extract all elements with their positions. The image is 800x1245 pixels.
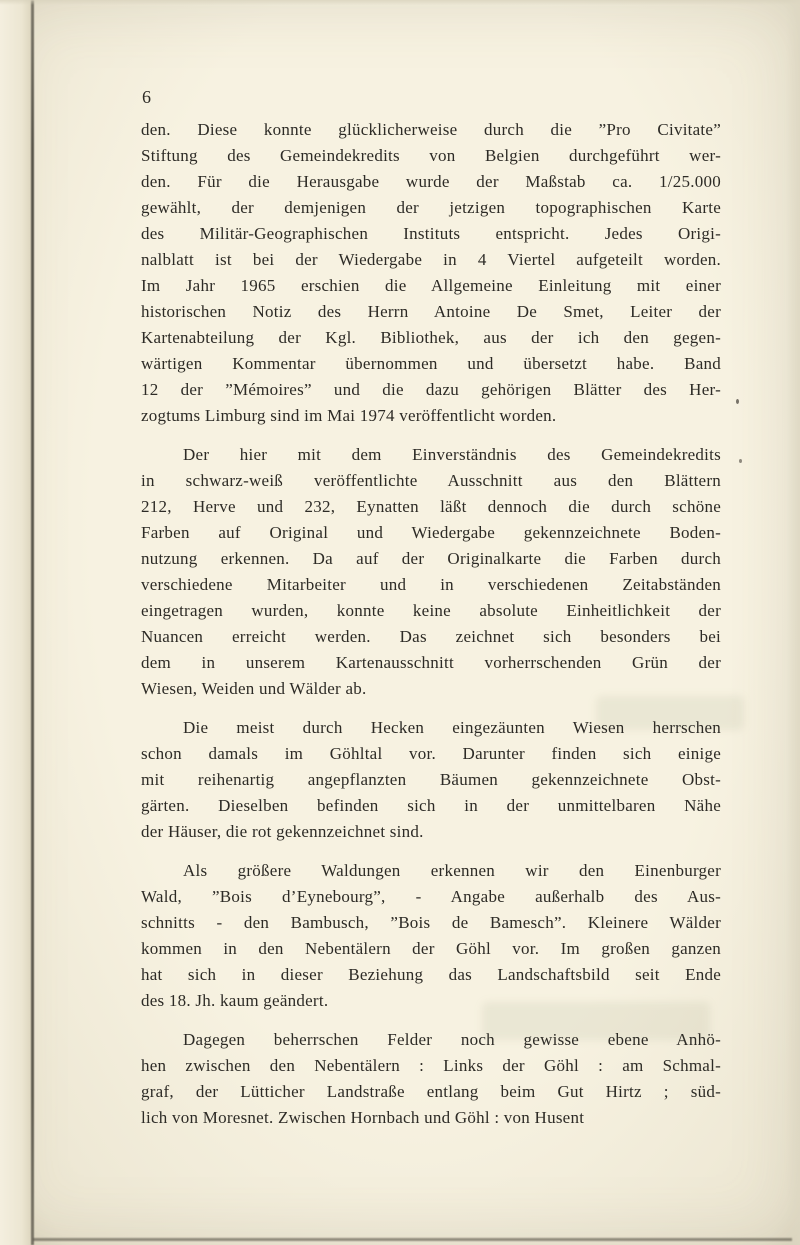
text-line: hen zwischen den Nebentälern : Links der Göhl : am Schmal- xyxy=(141,1056,721,1075)
text-line: Nuancen erreicht werden. Das zeichnet sich besonders bei xyxy=(141,627,721,646)
text-line: den. Für die Herausgabe wurde der Maßstab ca. 1/25.000 xyxy=(141,172,721,191)
text-line: nalblatt ist bei der Wiedergabe in 4 Viertel aufgeteilt worden. xyxy=(141,250,721,269)
text-line: des Militär-Geographischen Instituts entspricht. Jedes Origi- xyxy=(141,224,721,243)
text-line: Kartenabteilung der Kgl. Bibliothek, aus der ich den gegen- xyxy=(141,328,721,347)
text-line: schon damals im Göhltal vor. Darunter finden sich einige xyxy=(141,744,721,763)
paragraph xyxy=(141,442,721,702)
text-block xyxy=(141,117,721,1144)
paragraph xyxy=(141,117,721,429)
page-number: 6 xyxy=(142,87,152,107)
text-line: den. Diese konnte glücklicherweise durch die ”Pro Civitate” xyxy=(141,120,721,139)
text-line: in schwarz-weiß veröffentlichte Ausschnitt aus den Blättern xyxy=(141,471,721,490)
text-line: graf, der Lütticher Landstraße entlang beim Gut Hirtz ; süd- xyxy=(141,1082,721,1101)
text-line: der Häuser, die rot gekennzeichnet sind. xyxy=(141,822,424,841)
text-line: Als größere Waldungen erkennen wir den Einenburger xyxy=(183,861,721,880)
ink-speck xyxy=(739,459,742,463)
text-line: 12 der ”Mémoires” und die dazu gehörigen Blätter des Her- xyxy=(141,380,721,399)
paragraph xyxy=(141,858,721,1014)
text-line: Wiesen, Weiden und Wälder ab. xyxy=(141,679,367,698)
text-line: schnitts - den Bambusch, ”Bois de Bamesch”. Kleinere Wälder xyxy=(141,913,721,932)
text-line: Dagegen beherrschen Felder noch gewisse ebene Anhö- xyxy=(183,1030,721,1049)
text-line: dem in unserem Kartenausschnitt vorherrschenden Grün der xyxy=(141,653,721,672)
text-line: des 18. Jh. kaum geändert. xyxy=(141,991,329,1010)
page-edge-top-shadow xyxy=(0,0,800,5)
paragraph xyxy=(141,715,721,845)
text-line: Stiftung des Gemeindekredits von Belgien durchgeführt wer- xyxy=(141,146,721,165)
text-line: historischen Notiz des Herrn Antoine De Smet, Leiter der xyxy=(141,302,721,321)
page-edge-strip xyxy=(0,0,31,1245)
page-edge-bottom-line xyxy=(33,1238,792,1241)
text-line: zogtums Limburg sind im Mai 1974 veröffentlicht worden. xyxy=(141,406,557,425)
text-line: hat sich in dieser Beziehung das Landschaftsbild seit Ende xyxy=(141,965,721,984)
text-line: Die meist durch Hecken eingezäunten Wiesen herrschen xyxy=(183,718,721,737)
text-line: gewählt, der demjenigen der jetzigen topographischen Karte xyxy=(141,198,721,217)
text-line: gärten. Dieselben befinden sich in der unmittelbaren Nähe xyxy=(141,796,721,815)
text-line: wärtigen Kommentar übernommen und übersetzt habe. Band xyxy=(141,354,721,373)
page-edge-right-shadow xyxy=(786,0,800,1245)
text-line: verschiedene Mitarbeiter und in verschiedenen Zeitabständen xyxy=(141,575,721,594)
binding-edge-line xyxy=(31,0,34,1245)
text-line: Wald, ”Bois d’Eynebourg”, - Angabe außerhalb des Aus- xyxy=(141,887,721,906)
text-line: eingetragen wurden, konnte keine absolute Einheitlichkeit der xyxy=(141,601,721,620)
paragraph xyxy=(141,1027,721,1131)
text-line: Im Jahr 1965 erschien die Allgemeine Einleitung mit einer xyxy=(141,276,721,295)
text-line: Farben auf Original und Wiedergabe gekennzeichnete Boden- xyxy=(141,523,721,542)
ink-speck xyxy=(736,399,739,404)
text-line: Der hier mit dem Einverständnis des Gemeindekredits xyxy=(183,445,721,464)
text-line: 212, Herve und 232, Eynatten läßt dennoch die durch schöne xyxy=(141,497,721,516)
text-line: lich von Moresnet. Zwischen Hornbach und Göhl : von Husent xyxy=(141,1108,585,1127)
text-line: kommen in den Nebentälern der Göhl vor. Im großen ganzen xyxy=(141,939,721,958)
text-line: nutzung erkennen. Da auf der Originalkarte die Farben durch xyxy=(141,549,721,568)
text-line: mit reihenartig angepflanzten Bäumen gekennzeichnete Obst- xyxy=(141,770,721,789)
